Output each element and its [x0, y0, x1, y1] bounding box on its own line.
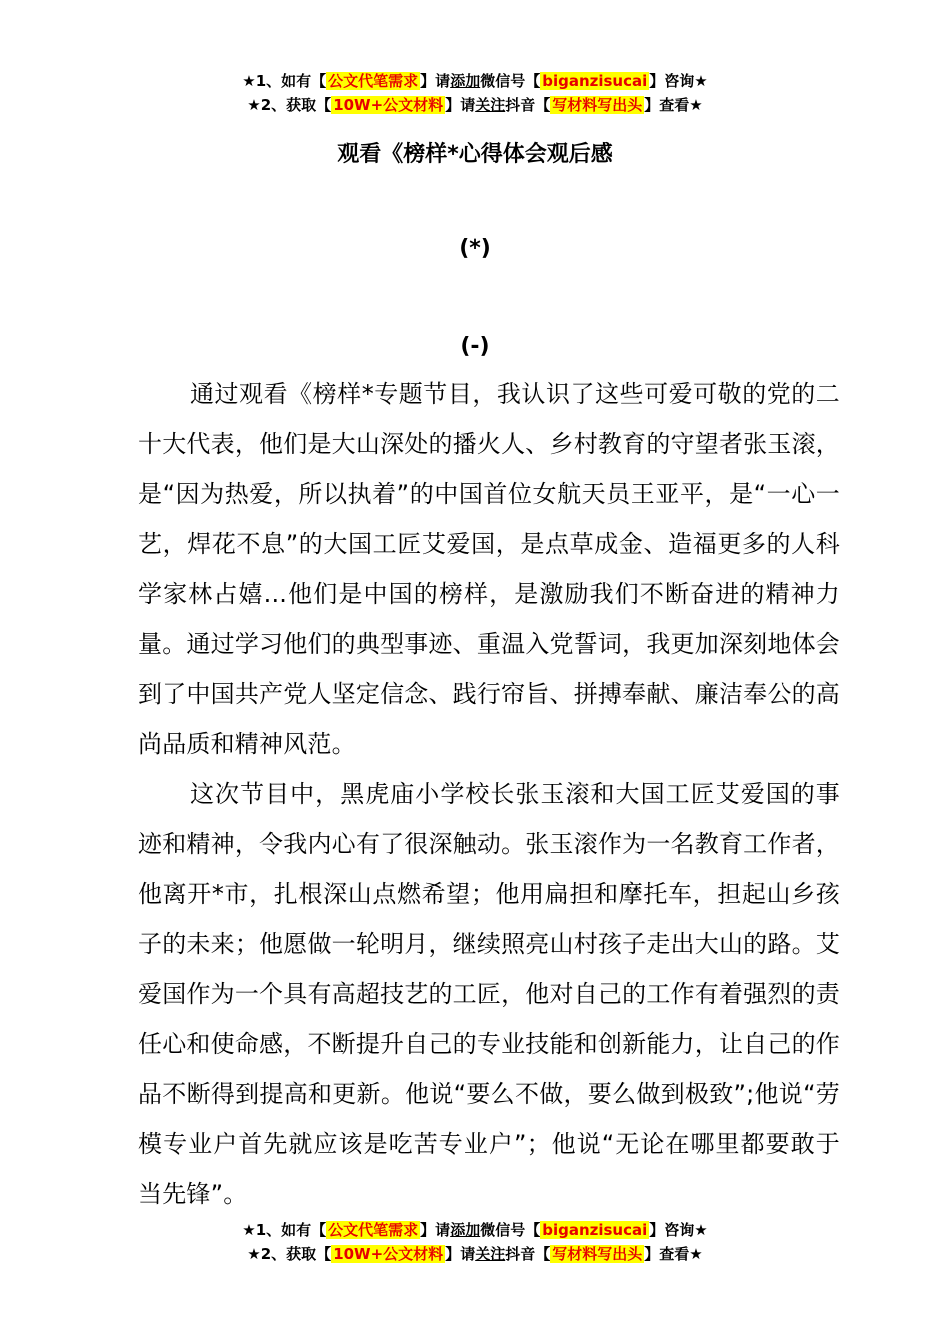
paragraph-2: 这次节目中，黑虎庙小学校长张玉滚和大国工匠艾爱国的事迹和精神，令我内心有了很深触动。张玉滚作为一名教育工作者，他离开*市，扎根深山点燃希望；他用扁担和摩托车，担起山乡孩子的未来；他愿做一轮明月，继续照亮山村孩子走出大山的路。艾爱国作为一个具有高超技艺的工匠，他对自己的工作有着强烈的责任心和使命感，不断提升自己的专业技能和创新能力，让自己的作品不断得到提高和更新。他说“要么不做，要么做到极致”;他说“劳模专业户首先就应该是吃苦专业户”；他说“无论在哪里都要敢于当先锋”。: [138, 780, 840, 1208]
highlight-service: 公文代笔需求: [328, 72, 419, 90]
section-marker-star: (*): [459, 236, 491, 261]
highlight-materials: 10W+公文材料: [333, 1245, 444, 1263]
paragraph-1: 通过观看《榜样*专题节目，我认识了这些可爱可敬的党的二十大代表，他们是大山深处的播火人、乡村教育的守望者张玉滚，是“因为热爱，所以执着”的中国首位女航天员王亚平，是“一心一艺，焊花不息”的大国工匠艾爱国，是点草成金、造福更多的人科学家林占嬉...他们是中国的榜样，是激励我们不断奋进的精神力量。通过学习他们的典型事迹、重温入党誓词，我更加深刻地体会到了中国共产党人坚定信念、践行帘旨、拼搏奉献、廉洁奉公的高尚品质和精神风范。: [138, 380, 840, 758]
highlight-douyin: 写材料写出头: [552, 1245, 643, 1263]
footer-line-1: ★1、如有【 公文代笔需求 】请添加微信号【 biganzisucai 】咨询★: [242, 1221, 708, 1239]
document-title: 观看《榜样*心得体会观后感: [337, 142, 613, 167]
document-body: [138, 369, 840, 1219]
banner-line-1: ★1、如有【 公文代笔需求 】请添加微信号【 biganzisucai 】咨询★: [242, 72, 708, 90]
header-banner: [0, 69, 950, 117]
section-marker-dash: (-): [460, 334, 490, 359]
footer-line-2: ★2、获取【 10W+公文材料 】请关注抖音【 写材料写出头 】查看★: [247, 1245, 703, 1263]
highlight-wechat-id: biganzisucai: [542, 1221, 648, 1239]
highlight-wechat-id: biganzisucai: [542, 72, 648, 90]
footer-banner: [0, 1218, 950, 1266]
highlight-douyin: 写材料写出头: [552, 96, 643, 114]
banner-line-2: ★2、获取【 10W+公文材料 】请关注抖音【 写材料写出头 】查看★: [247, 96, 703, 114]
highlight-materials: 10W+公文材料: [333, 96, 444, 114]
highlight-service: 公文代笔需求: [328, 1221, 419, 1239]
